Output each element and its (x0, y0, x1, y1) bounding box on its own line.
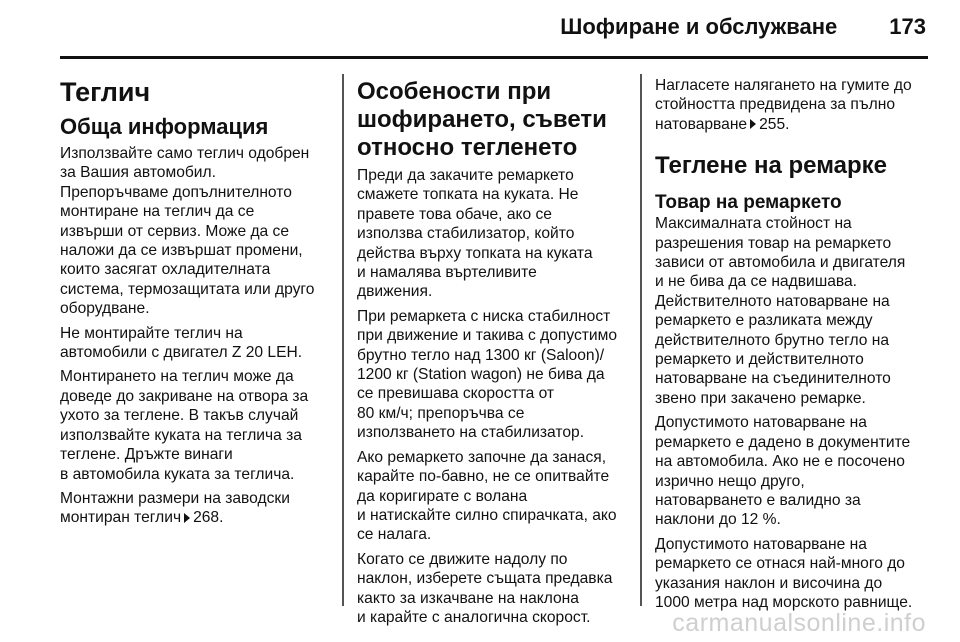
column-divider-1 (342, 74, 344, 606)
page-reference-link[interactable]: 255. (759, 115, 790, 133)
column-1 (60, 70, 328, 533)
page-reference-icon (184, 513, 190, 523)
page-reference-icon (750, 119, 756, 129)
paragraph: Преди да закачите ремаркето смажете топката на куката. Не правете това обаче, ако се използва стабилизатор, който действа върху топката на куката и намалява въртеливите движения. (357, 167, 593, 301)
paragraph-text: Нагласете налягането на гумите до стойността предвидена за пълно натоварване (655, 77, 912, 133)
paragraph: Използвайте само теглич одобрен за Вашия автомобил. Препоръчваме допълнителното монтиране на теглич да се извърши от сервиз. Може да се наложи да се извършат промени, които засягат охладителната система, термозащитата или друго оборудване. (60, 145, 315, 318)
paragraph: Не монтирайте теглич на автомобили с двигател Z 20 LEH. (60, 324, 303, 362)
watermark: carmanualsonline.info (672, 609, 926, 637)
title-trailer-towing: Теглене на ремарке (655, 152, 888, 180)
subtitle-trailer-load: Товар на ремаркето (655, 192, 842, 214)
page-reference-link[interactable]: 268. (193, 509, 224, 527)
paragraph: Максималната стойност на разрешения товар на ремаркето зависи от автомобила и двигателя и не бива да се надвишава. Действителното натоварване на ремаркето е разликата между действителното брутно тегло на ремаркето и действителното натоварване на съединителното звено при закачено ремарке. (655, 215, 906, 407)
column-divider-2 (640, 74, 642, 606)
header-rule (60, 56, 928, 59)
paragraph: При ремаркета с ниска стабилност при движение и такива с допустимо брутно тегло над 1300 кг (Saloon)/ 1200 кг (Station wagon) не бива да се превишава скоростта от 80 км/ч; препоръчва се използването на стабилизатор. (357, 307, 618, 442)
page-header (560, 14, 926, 40)
title-driving-characteristics: Особености при шофирането, съвети относно тегленето (357, 78, 607, 161)
title-towbar: Теглич (60, 77, 151, 107)
paragraph: Допустимото натоварване на ремаркето се отнася най-много до указания наклон и височина до 1000 метра над морското равнище. (655, 535, 913, 611)
paragraph-tyre-pressure (655, 76, 925, 134)
page-number: 173 (889, 14, 926, 39)
column-3 (655, 76, 925, 617)
column-2 (357, 70, 627, 632)
paragraph-mounting-dimensions (60, 489, 328, 528)
subtitle-general-info: Обща информация (60, 114, 269, 139)
section-title: Шофиране и обслужване (560, 14, 838, 39)
paragraph: Монтирането на теглич може да доведе до закриване на отвора за ухото за теглене. В такъв случай използвайте куката на теглича за теглене. Дръжте винаги в автомобила куката за теглича. (60, 368, 309, 483)
paragraph: Ако ремаркето започне да занася, карайте по-бавно, не се опитвайте да коригирате с волана и натискайте силно спирачката, ако се налага. (357, 448, 617, 544)
paragraph: Допустимото натоварване на ремаркето е дадено в документите на автомобила. Ако не е посочено изрично нещо друго, натоварването е валидно за наклони до 12 %. (655, 414, 911, 529)
paragraph: Когато се движите надолу по наклон, изберете същата предавка както за изкачване на наклона и карайте с аналогична скорост. (357, 550, 613, 626)
paragraph-text: Монтажни размери на заводски монтиран теглич (60, 489, 290, 527)
